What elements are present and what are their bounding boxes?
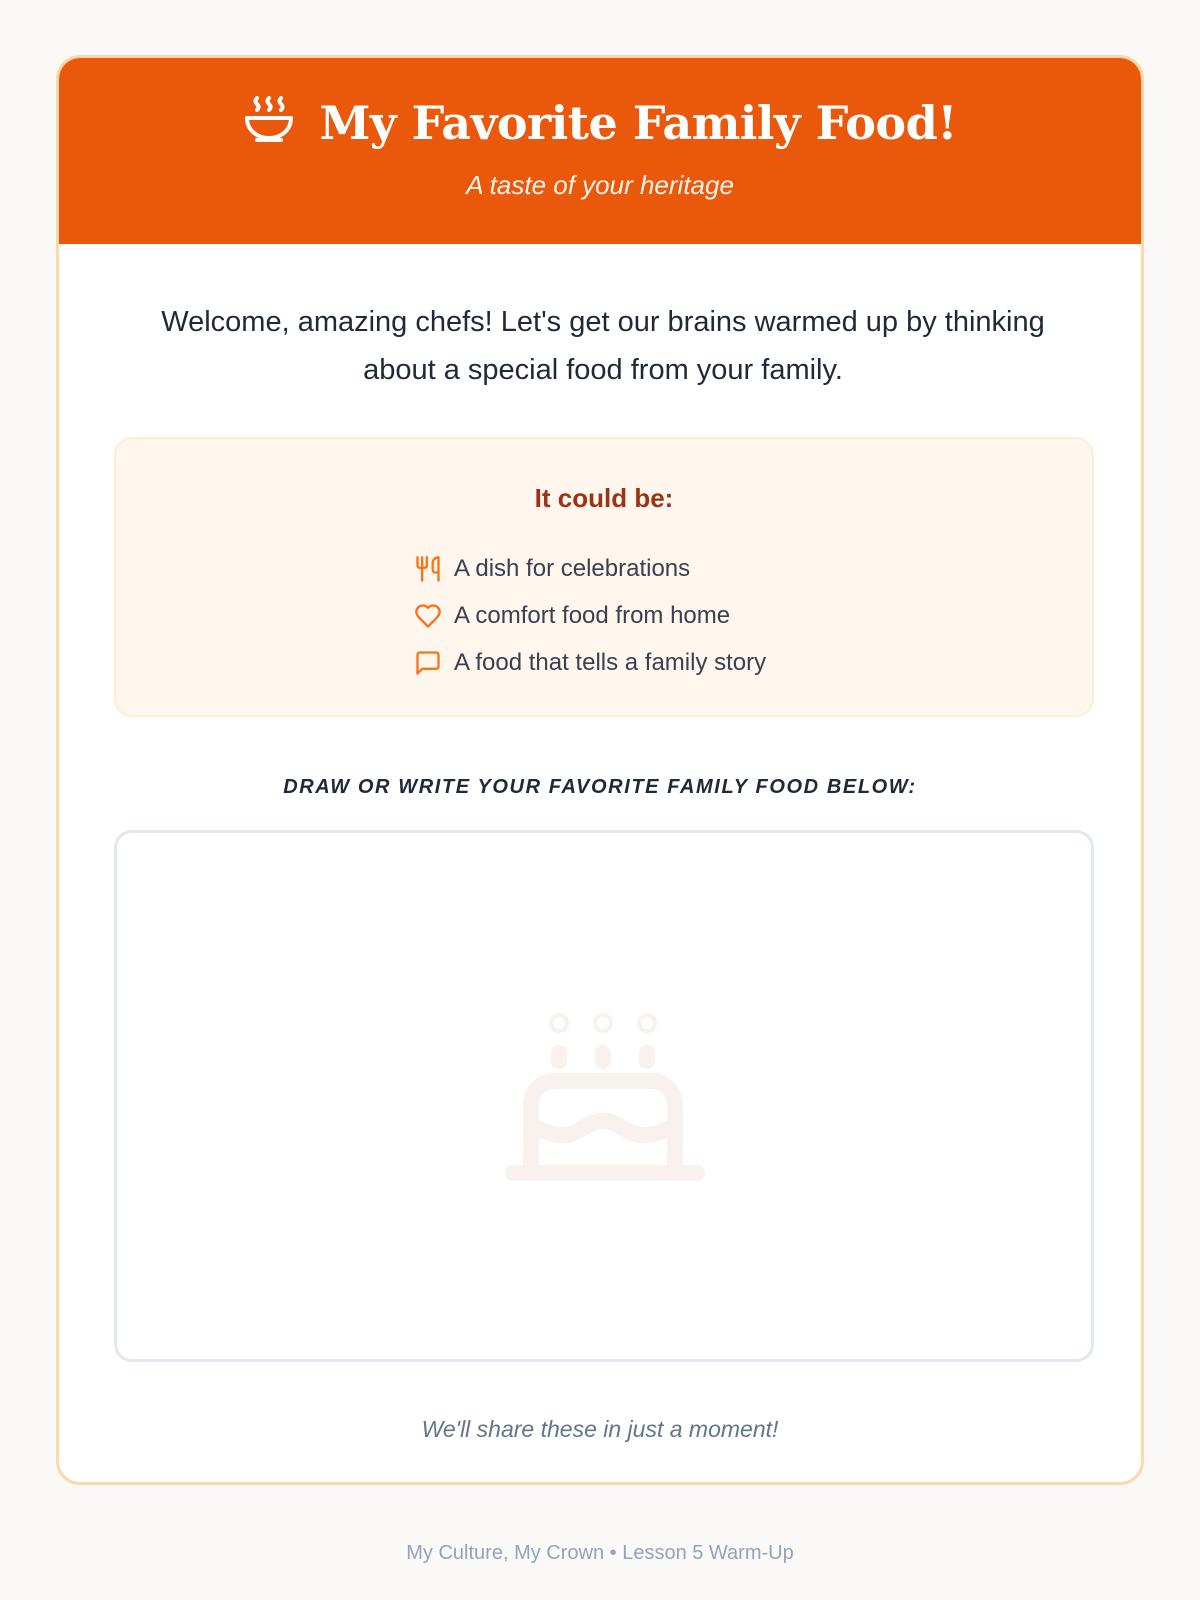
list-item: [414, 545, 766, 592]
heart-icon: [414, 602, 442, 630]
ideas-box: [114, 437, 1094, 717]
utensils-icon: [414, 555, 442, 583]
cake-icon: [505, 1013, 705, 1188]
title-row: [59, 96, 1141, 150]
message-square-icon: [414, 649, 442, 677]
page-title: My Favorite Family Food!: [319, 96, 957, 150]
idea-label: A dish for celebrations: [454, 554, 691, 582]
list-item: [414, 592, 766, 639]
idea-label: A food that tells a family story: [454, 648, 767, 676]
list-item: [414, 639, 766, 686]
ideas-list: [414, 545, 766, 686]
share-note: We'll share these in just a moment!: [421, 1416, 779, 1442]
soup-bowl-icon: [243, 94, 295, 144]
drawing-prompt: DRAW OR WRITE YOUR FAVORITE FAMILY FOOD BELOW:: [283, 776, 917, 798]
intro-text: Welcome, amazing chefs! Let's get our brains warmed up by thinking about a special food from your family.: [161, 306, 1045, 386]
page-subtitle: A taste of your heritage: [466, 170, 734, 200]
footer-text: My Culture, My Crown • Lesson 5 Warm-Up: [406, 1542, 794, 1564]
idea-label: A comfort food from home: [454, 601, 731, 629]
drawing-area[interactable]: [114, 830, 1094, 1362]
ideas-title: It could be:: [534, 483, 674, 513]
worksheet-card: [56, 55, 1144, 1485]
header-banner: [59, 58, 1141, 244]
